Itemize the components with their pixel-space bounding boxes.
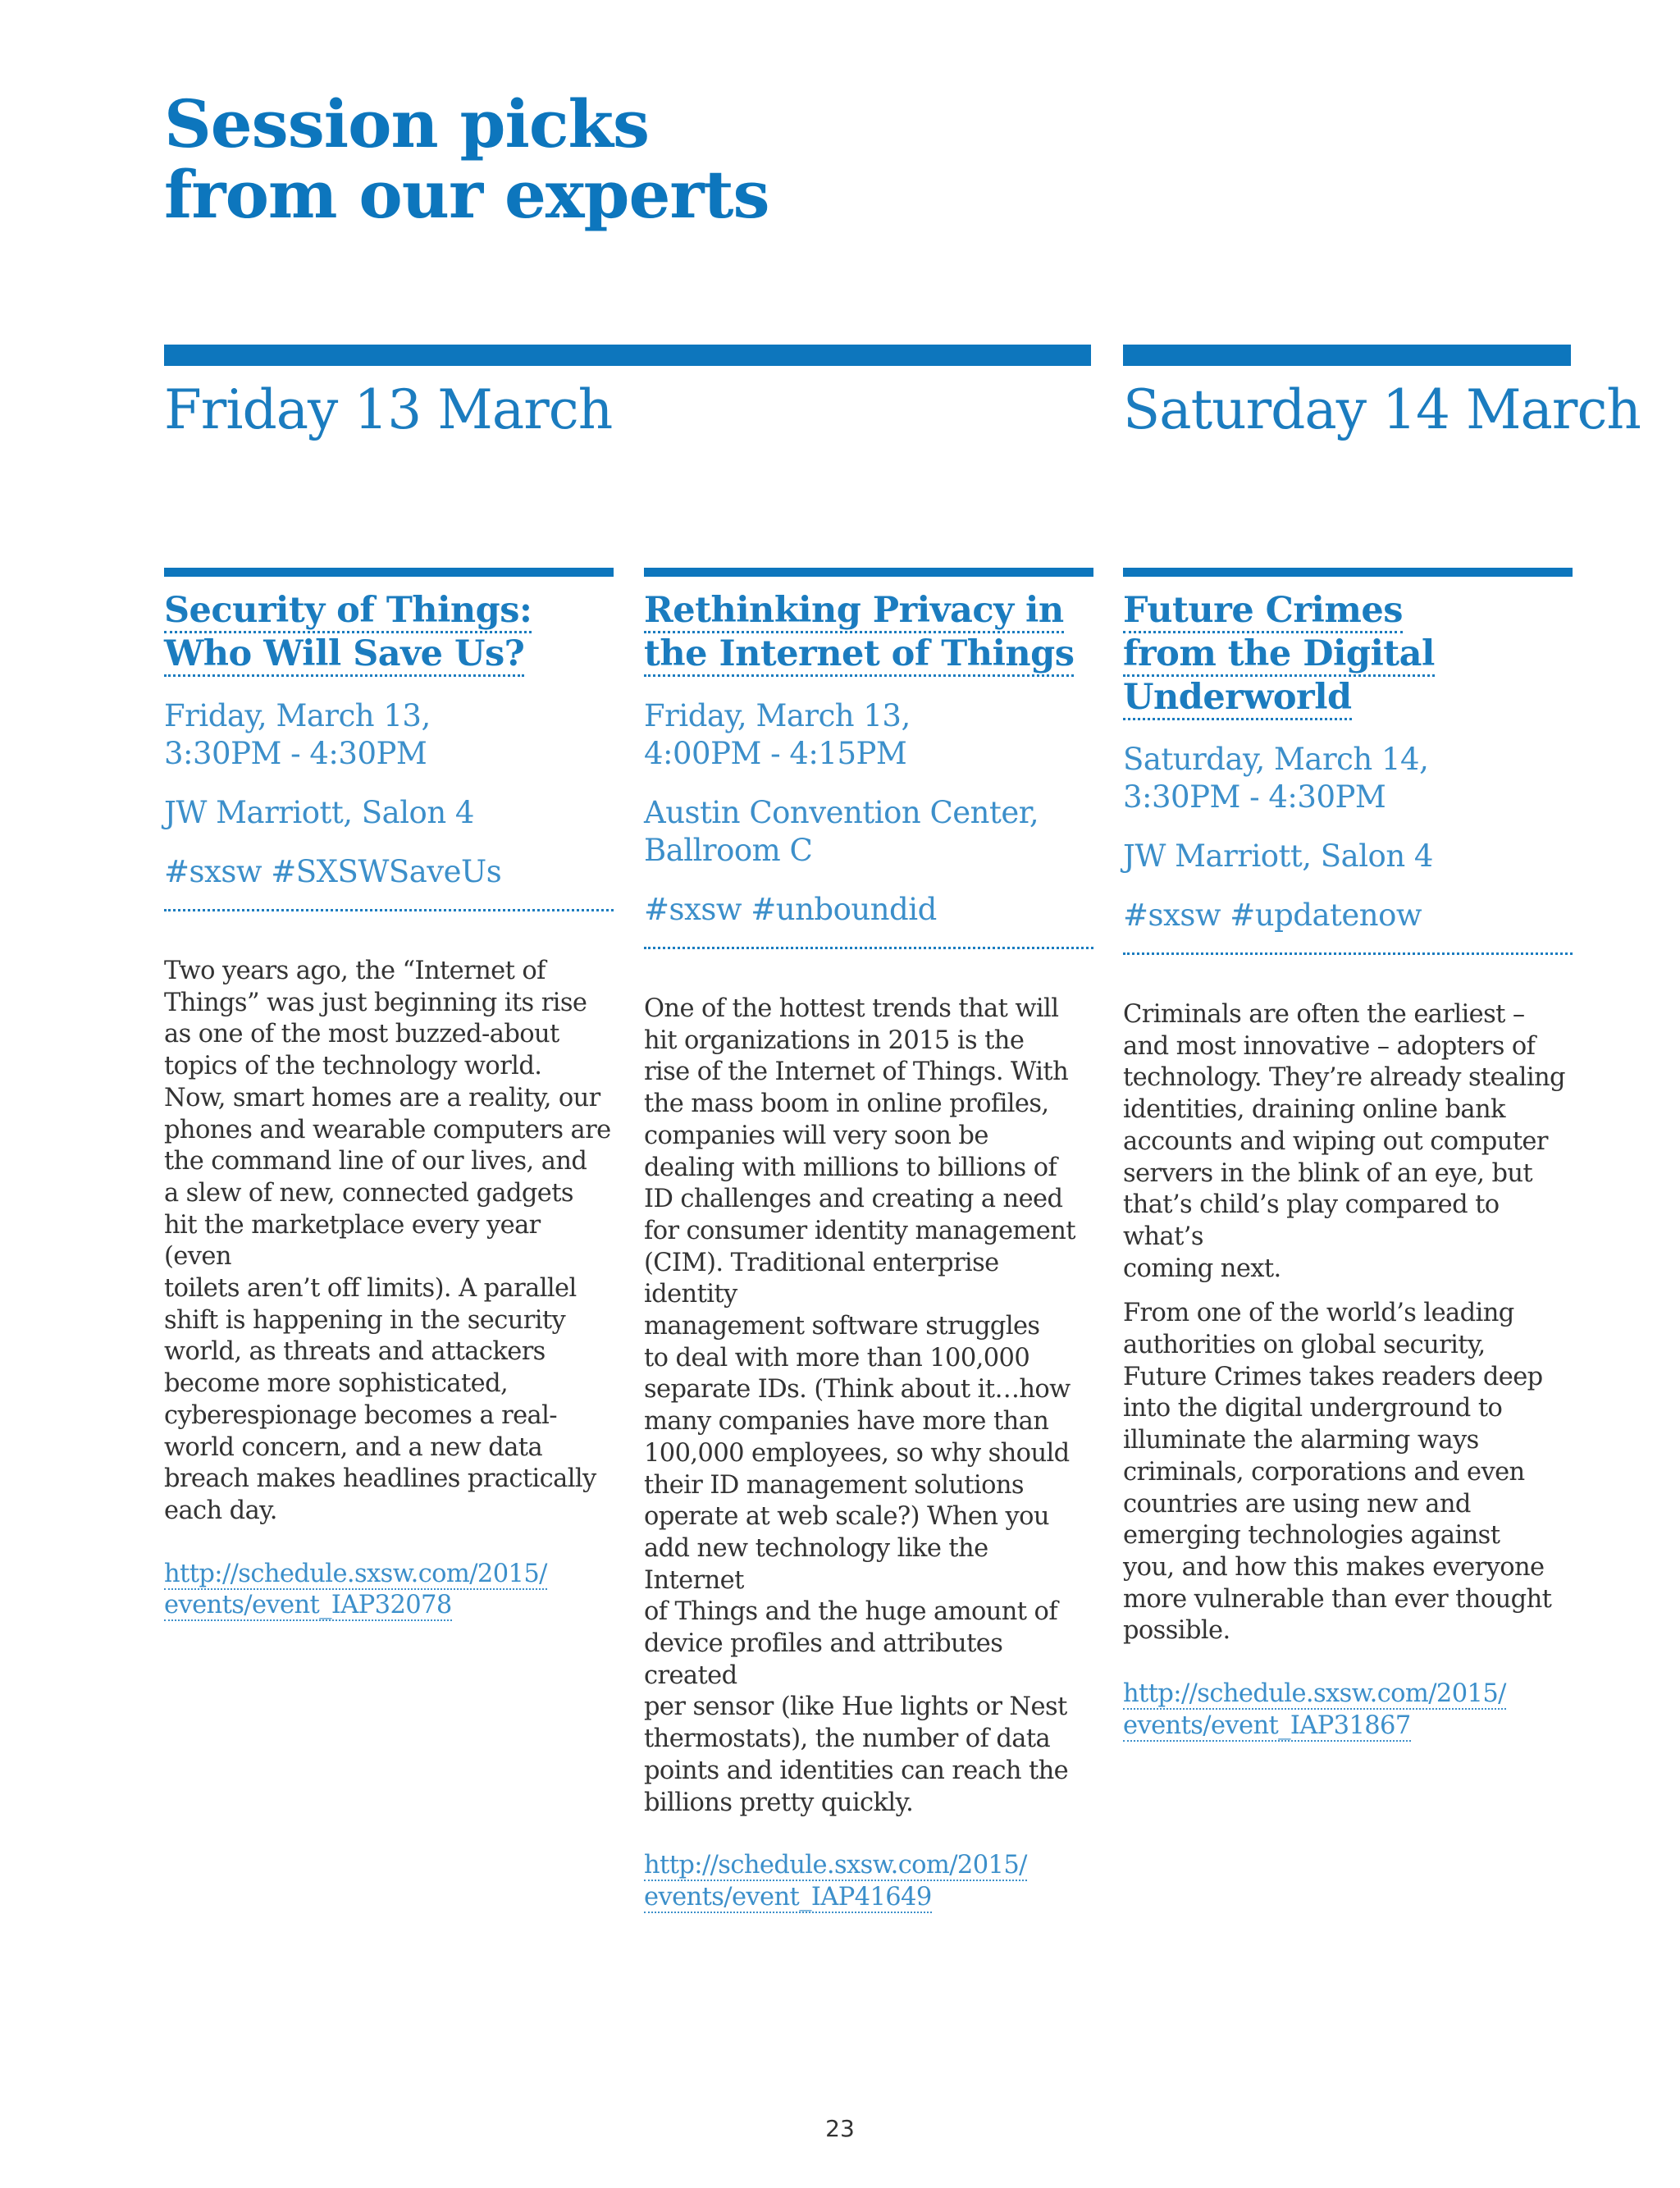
- session-venue-line: JW Marriott, Salon 4: [164, 795, 474, 830]
- body-line: you, and how this makes everyone: [1123, 1552, 1545, 1582]
- session-description: [1123, 1298, 1573, 1647]
- session-time-line: 4:00PM - 4:15PM: [644, 736, 907, 771]
- session-divider: [164, 909, 614, 911]
- saturday-header-bar: [1123, 345, 1571, 366]
- friday-header-bar: [164, 345, 1091, 366]
- session-link-line[interactable]: http://schedule.sxsw.com/2015/: [164, 1559, 547, 1588]
- body-line: more vulnerable than ever thought: [1123, 1584, 1552, 1614]
- session-title[interactable]: [644, 589, 1093, 676]
- session-date: [644, 697, 1093, 773]
- body-line: many companies have more than: [644, 1407, 1049, 1437]
- body-line: rise of the Internet of Things. With: [644, 1057, 1069, 1087]
- body-line: the mass boom in online profiles,: [644, 1089, 1049, 1119]
- session-link-line[interactable]: http://schedule.sxsw.com/2015/: [1123, 1679, 1506, 1709]
- body-line: and most innovative – adopters of: [1123, 1031, 1536, 1061]
- session-title-line: Underworld: [1123, 677, 1352, 720]
- session-link-line[interactable]: events/event_IAP41649: [644, 1882, 932, 1912]
- body-line: technology. They’re already stealing: [1123, 1063, 1565, 1093]
- session-link[interactable]: [1123, 1679, 1573, 1742]
- body-line: toilets aren’t off limits). A parallel: [164, 1274, 577, 1304]
- session-1-top-bar: [164, 568, 614, 577]
- session-link-line[interactable]: events/event_IAP32078: [164, 1591, 452, 1620]
- body-line: add new technology like the Internet: [644, 1533, 988, 1595]
- body-line: One of the hottest trends that will: [644, 994, 1059, 1023]
- body-line: separate IDs. (Think about it…how: [644, 1375, 1071, 1405]
- session-title-line: Security of Things:: [164, 590, 532, 633]
- session-date: [1123, 741, 1573, 816]
- body-line: world, as threats and attackers: [164, 1337, 546, 1367]
- session-title[interactable]: [1123, 589, 1573, 719]
- body-line: illuminate the alarming ways: [1123, 1426, 1479, 1455]
- body-line: breach makes headlines practically: [164, 1464, 596, 1494]
- body-line: management software struggles: [644, 1312, 1040, 1341]
- session-link[interactable]: [164, 1559, 614, 1622]
- body-line: ID challenges and creating a need: [644, 1185, 1063, 1214]
- body-line: that’s child’s play compared to what’s: [1123, 1190, 1500, 1251]
- session-date: [164, 697, 614, 773]
- body-line: dealing with millions to billions of: [644, 1153, 1057, 1182]
- body-line: per sensor (like Hue lights or Nest: [644, 1692, 1067, 1722]
- body-line: for consumer identity management: [644, 1216, 1075, 1245]
- body-line: world concern, and a new data: [164, 1432, 543, 1462]
- body-line: to deal with more than 100,000: [644, 1343, 1030, 1373]
- session-venue: [1123, 838, 1573, 875]
- session-time-line: 3:30PM - 4:30PM: [164, 736, 427, 771]
- body-line: coming next.: [1123, 1254, 1281, 1283]
- session-hashtags: #sxsw #SXSWSaveUs: [164, 854, 502, 889]
- session-title-line: the Internet of Things: [644, 633, 1074, 677]
- body-line: of Things and the huge amount of: [644, 1597, 1058, 1627]
- session-divider: [1123, 952, 1573, 955]
- session-venue-line: Austin Convention Center,: [644, 795, 1039, 830]
- page-title-line-1: Session picks: [164, 85, 650, 162]
- body-line: possible.: [1123, 1616, 1230, 1646]
- body-line: criminals, corporations and even: [1123, 1457, 1525, 1487]
- body-line: 100,000 employees, so why should: [644, 1438, 1070, 1468]
- session-card-rethinking-privacy: [644, 589, 1093, 1914]
- body-line: Things” was just beginning its rise: [164, 988, 587, 1017]
- body-line: each day.: [164, 1496, 277, 1525]
- session-divider: [644, 947, 1093, 949]
- session-venue: [644, 794, 1093, 870]
- body-line: Future Crimes takes readers deep: [1123, 1362, 1543, 1391]
- day-heading-friday: Friday 13 March: [164, 378, 613, 441]
- session-date-line: Friday, March 13,: [644, 698, 911, 733]
- page-title: [164, 85, 769, 233]
- session-hashtags: #sxsw #unboundid: [644, 892, 937, 927]
- body-line: phones and wearable computers are: [164, 1115, 611, 1144]
- session-card-security-of-things: [164, 589, 614, 1622]
- session-date-line: Friday, March 13,: [164, 698, 431, 733]
- session-title-line: from the Digital: [1123, 633, 1435, 677]
- body-line: hit the marketplace every year (even: [164, 1210, 541, 1272]
- body-line: device profiles and attributes created: [644, 1629, 1003, 1690]
- body-line: Two years ago, the “Internet of: [164, 957, 546, 985]
- session-venue-line: JW Marriott, Salon 4: [1123, 838, 1433, 874]
- body-line: authorities on global security,: [1123, 1331, 1486, 1360]
- session-link-line[interactable]: http://schedule.sxsw.com/2015/: [644, 1851, 1027, 1880]
- session-date-line: Saturday, March 14,: [1123, 742, 1429, 777]
- body-line: operate at web scale?) When you: [644, 1502, 1049, 1532]
- body-line: points and identities can reach the: [644, 1756, 1069, 1785]
- body-line: emerging technologies against: [1123, 1521, 1500, 1551]
- session-title-line: Who Will Save Us?: [164, 633, 524, 677]
- body-line: billions pretty quickly.: [644, 1788, 914, 1817]
- body-line: identities, draining online bank: [1123, 1095, 1505, 1125]
- body-line: their ID management solutions: [644, 1470, 1024, 1500]
- session-title-line: Future Crimes: [1123, 590, 1403, 633]
- session-venue-line: Ballroom C: [644, 833, 813, 868]
- session-venue: [164, 794, 614, 832]
- page-number: 23: [825, 2115, 855, 2142]
- body-line: shift is happening in the security: [164, 1305, 566, 1335]
- session-description: [1123, 999, 1573, 1285]
- body-line: become more sophisticated,: [164, 1369, 509, 1399]
- session-link[interactable]: [644, 1850, 1093, 1913]
- body-line: topics of the technology world.: [164, 1052, 542, 1081]
- session-time-line: 3:30PM - 4:30PM: [1123, 779, 1386, 815]
- body-line: countries are using new and: [1123, 1489, 1471, 1519]
- body-line: From one of the world’s leading: [1123, 1299, 1514, 1328]
- page-title-line-2: from our experts: [164, 156, 769, 233]
- session-description: [164, 956, 614, 1528]
- body-line: (CIM). Traditional enterprise identity: [644, 1248, 999, 1309]
- body-line: companies will very soon be: [644, 1121, 988, 1150]
- body-line: as one of the most buzzed-about: [164, 1020, 559, 1049]
- body-line: a slew of new, connected gadgets: [164, 1178, 573, 1208]
- body-line: hit organizations in 2015 is the: [644, 1025, 1025, 1055]
- body-line: into the digital underground to: [1123, 1394, 1503, 1423]
- body-line: Now, smart homes are a reality, our: [164, 1083, 600, 1112]
- session-title[interactable]: [164, 589, 614, 676]
- body-line: servers in the blink of an eye, but: [1123, 1158, 1533, 1188]
- session-description: [644, 994, 1093, 1819]
- body-line: accounts and wiping out computer: [1123, 1126, 1548, 1156]
- session-link-line[interactable]: events/event_IAP31867: [1123, 1711, 1411, 1740]
- day-heading-saturday: Saturday 14 March: [1123, 378, 1641, 441]
- session-hashtags: #sxsw #updatenow: [1123, 898, 1422, 933]
- session-2-top-bar: [644, 568, 1093, 577]
- body-line: Criminals are often the earliest –: [1123, 1000, 1525, 1029]
- session-3-top-bar: [1123, 568, 1573, 577]
- session-title-line: Rethinking Privacy in: [644, 590, 1064, 633]
- body-line: thermostats), the number of data: [644, 1724, 1051, 1754]
- session-card-future-crimes: [1123, 589, 1573, 1742]
- body-line: the command line of our lives, and: [164, 1147, 587, 1176]
- body-line: cyberespionage becomes a real-: [164, 1400, 557, 1430]
